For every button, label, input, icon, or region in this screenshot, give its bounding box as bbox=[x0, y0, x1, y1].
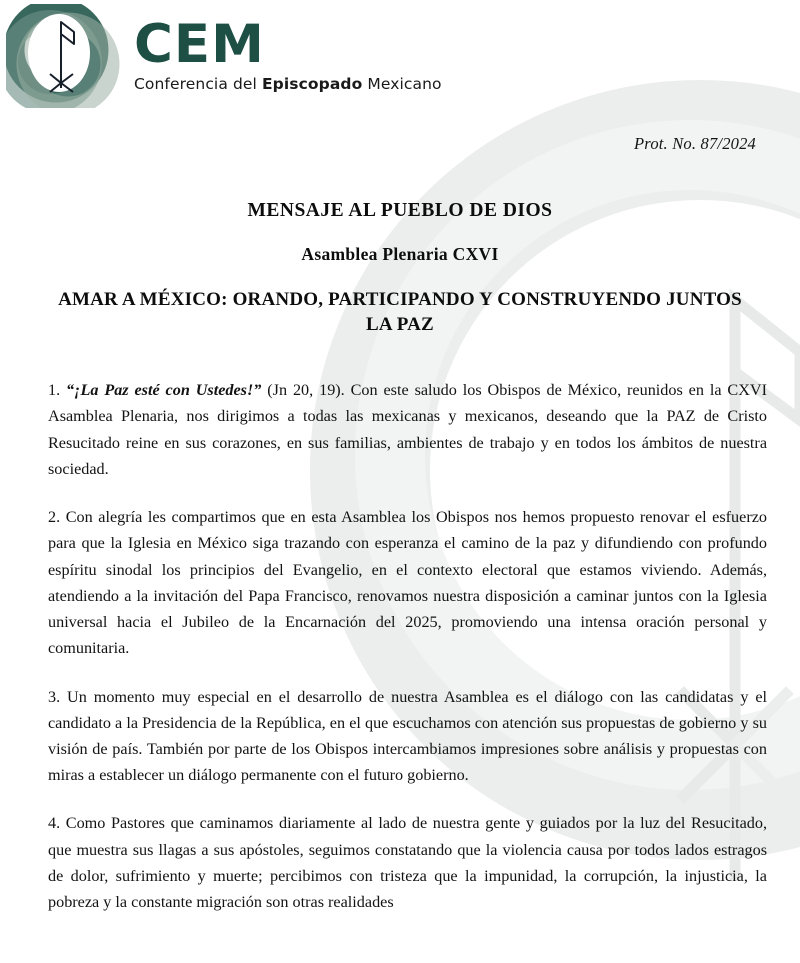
assembly-subtitle: Asamblea Plenaria CXVI bbox=[301, 244, 499, 264]
paragraph-number: 3. bbox=[48, 687, 61, 706]
logo-wordmark: CEM bbox=[134, 13, 265, 75]
paragraph-text: Como Pastores que caminamos diariamente al lado de nuestra gente y guiados por la luz del Resucitado, que muestra sus llagas a sus apóstoles, seguimos constatando que la violencia causa por todos lados estragos de dolor, sufrimiento y muerte; percibimos con tristeza que la impunidad, la corrupción, la injusticia, la pobreza y la constante migración son otras realidades bbox=[48, 814, 767, 912]
paragraph-3 bbox=[48, 684, 767, 789]
title-block bbox=[0, 200, 800, 337]
paragraph-number: 1. bbox=[48, 381, 61, 400]
paragraph-text: Un momento muy especial en el desarrollo de nuestra Asamblea es el diálogo con las candidatas y el candidato a la Presidencia de la República, en el que escuchamos con atención sus propuestas de gobierno y su visión de país. También por parte de los Obispos intercambiamos impresiones sobre análisis y propuestas con miras a establecer un diálogo permanente con el futuro gobierno. bbox=[48, 687, 767, 785]
theme-title: AMAR A MÉXICO: ORANDO, PARTICIPANDO Y CONSTRUYENDO JUNTOS LA PAZ bbox=[58, 289, 742, 336]
page-title: MENSAJE AL PUEBLO DE DIOS bbox=[247, 200, 553, 221]
paragraph-number: 4. bbox=[48, 814, 61, 833]
paragraph-4 bbox=[48, 810, 767, 915]
paragraph-text: (Jn 20, 19). Con este saludo los Obispos de México, reunidos en la CXVI Asamblea Plenaria, nos dirigimos a todas las mexicanas y mexicanos, deseando que la PAZ de Cristo Resucitado reine en sus corazones, en sus familias, ambientes de trabajo y en todos los ámbitos de nuestra sociedad. bbox=[48, 381, 768, 478]
paragraph-1 bbox=[48, 377, 767, 482]
protocol-number: Prot. No. 87/2024 bbox=[634, 134, 756, 153]
logo-tagline bbox=[134, 75, 442, 93]
paragraph-2 bbox=[48, 504, 767, 661]
logo-tagline-bold: Episcopado bbox=[261, 75, 363, 94]
logo-tagline-suffix: Mexicano bbox=[362, 75, 442, 94]
cem-logo-icon bbox=[6, 4, 124, 108]
logo-text-block bbox=[134, 13, 442, 94]
scripture-quote: “¡La Paz esté con Ustedes!” bbox=[66, 381, 262, 400]
logo-tagline-prefix: Conferencia del bbox=[134, 75, 262, 94]
document-header bbox=[0, 0, 800, 104]
paragraph-text: Con alegría les compartimos que en esta Asamblea los Obispos nos hemos propuesto renovar el esfuerzo para que la Iglesia en México siga trazando con esperanza el camino de la paz y difundiendo con profundo espíritu sinodal los principios del Evangelio, en el contexto electoral que estamos viviendo. Además, atendiendo a la invitación del Papa Francisco, renovamos nuestra disposición a caminar juntos con la Iglesia universal hacia el Jubileo de la Encarnación del 2025, promoviendo una intensa oración personal y comunitaria. bbox=[48, 508, 767, 658]
paragraph-number: 2. bbox=[48, 508, 61, 527]
document-body bbox=[0, 377, 800, 915]
